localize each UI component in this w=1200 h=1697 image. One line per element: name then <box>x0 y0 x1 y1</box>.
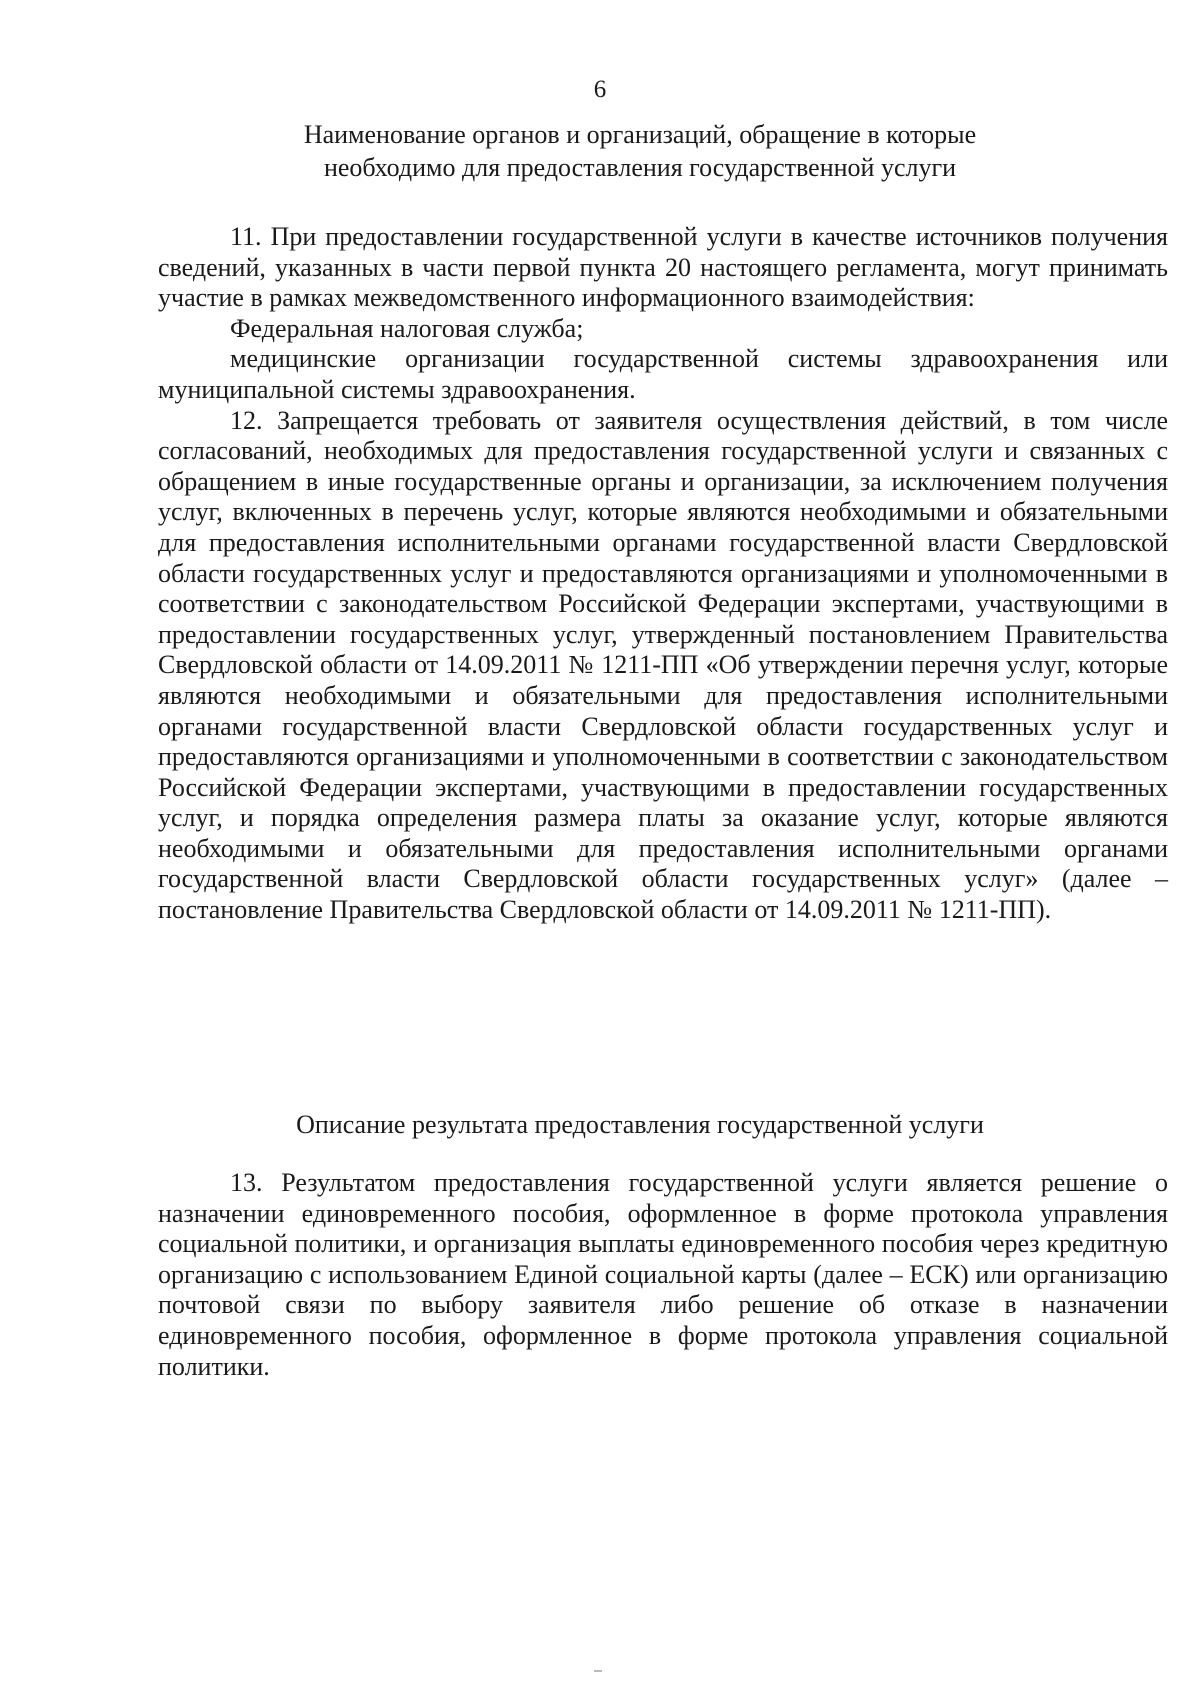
scan-artifact <box>594 1670 602 1672</box>
list-item-tax-service: Федеральная налоговая служба; <box>230 313 584 343</box>
section-body-organizations <box>158 222 1168 926</box>
section-heading-result <box>200 1108 1080 1141</box>
heading-line: Описание результата предоставления государственной услуги <box>296 1110 984 1139</box>
heading-line: Наименование органов и организаций, обращение в которые <box>303 120 977 149</box>
paragraph-13: 13. Результатом предоставления государственной услуги является решение о назначении единовременного пособия, оформленное в форме протокола управления социальной политики, и организация выплаты единовременного пособия через кредитную организацию с использованием Единой социальной карты (далее – ЕСК) или организацию почтовой связи по выбору заявителя либо решение об отказе в назначении единовременного пособия, оформленное в форме протокола управления социальной политики. <box>158 1168 1168 1381</box>
paragraph-12: 12. Запрещается требовать от заявителя осуществления действий, в том числе согласований, необходимых для предоставления государственной услуги и связанных с обращением в иные государственные органы и организации, за исключением получения услуг, включенных в перечень услуг, которые являются необходимыми и обязательными для предоставления исполнительными органами государственной власти Свердловской области государственных услуг и предоставляются организациями и уполномоченными в соответствии с законодательством Российской Федерации экспертами, участвующими в предоставлении государственных услуг, утвержденный постановлением Правительства Свердловской области от 14.09.2011 № 1211-ПП «Об утверждении перечня услуг, которые являются необходимыми и обязательными для предоставления исполнительными органами государственной власти Свердловской области государственных услуг и предоставляются организациями и уполномоченными в соответствии с законодательством Российской Федерации экспертами, участвующими в предоставлении государственных услуг, и порядка определения размера платы за оказание услуг, которые являются необходимыми и обязательными для предоставления исполнительными органами государственной власти Свердловской области государственных услуг» (далее – постановление Правительства Свердловской области от 14.09.2011 № 1211-ПП). <box>158 405 1168 925</box>
section-body-result <box>158 1168 1168 1382</box>
paragraph-11: 11. При предоставлении государственной услуги в качестве источников получения сведений, указанных в части первой пункта 20 настоящего регламента, могут принимать участие в рамках межведомственного информационного взаимодействия: <box>158 222 1168 313</box>
page-number: 6 <box>593 76 607 103</box>
list-item-medical-organizations: медицинские организации государственной системы здравоохранения или муниципальной системы здравоохранения. <box>158 344 1168 404</box>
section-heading-organizations <box>200 118 1080 184</box>
heading-line: необходимо для предоставления государственной услуги <box>323 153 957 182</box>
